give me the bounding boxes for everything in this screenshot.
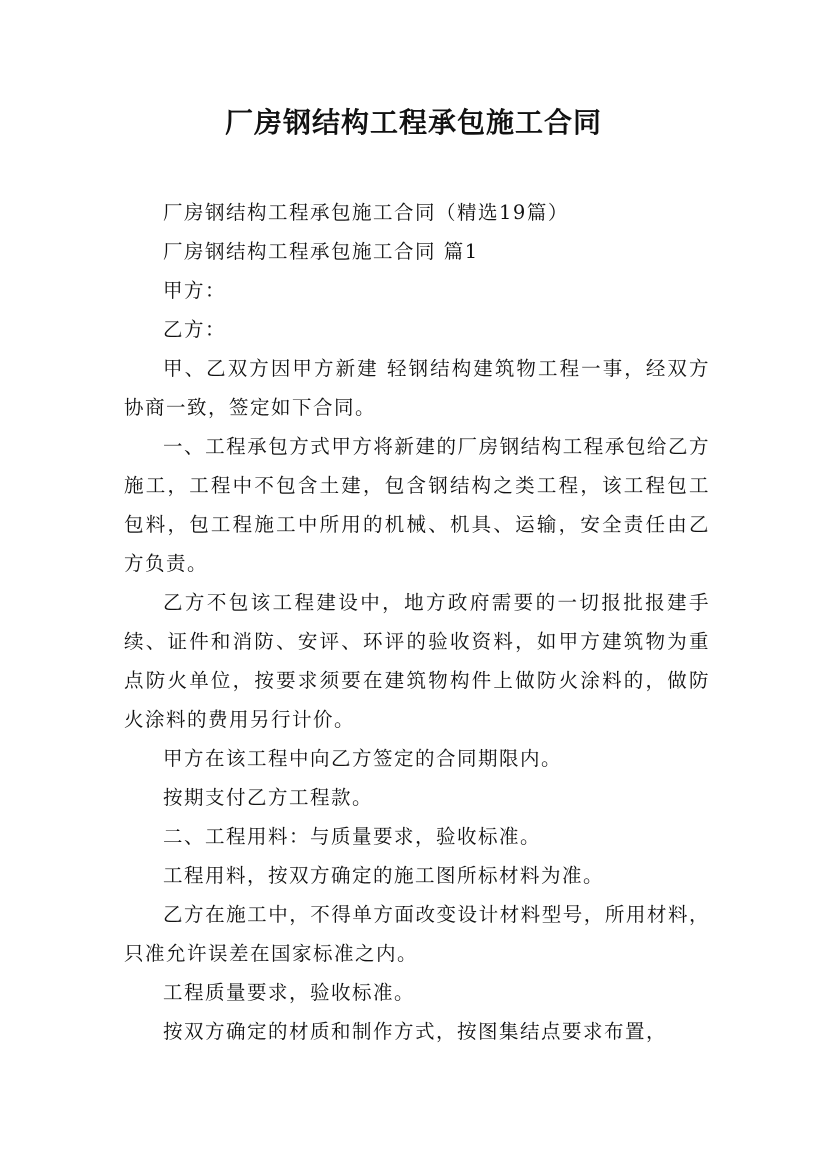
- paragraph-materials: 工程用料，按双方确定的施工图所标材料为准。: [163, 864, 605, 887]
- paragraph-party-b: 乙方：: [163, 318, 227, 341]
- paragraph-section-heading: 厂房钢结构工程承包施工合同 篇1: [163, 240, 479, 263]
- paragraph-intro: 甲、乙双方因甲方新建 轻钢结构建筑物工程一事，经双方协商一致，签定如下合同。: [124, 357, 710, 419]
- paragraph-payment: 按期支付乙方工程款。: [163, 786, 374, 809]
- paragraph-clause-1: 一、工程承包方式甲方将新建的厂房钢结构工程承包给乙方施工，工程中不包含土建，包含钢结构之类工程，该工程包工包料，包工程施工中所用的机械、机具、运输，安全责任由乙方负责。: [124, 435, 710, 575]
- paragraph-clause-2: 二、工程用料：与质量要求，验收标准。: [163, 825, 542, 848]
- document-body: [124, 193, 710, 1051]
- paragraph-material-changes: 乙方在施工中，不得单方面改变设计材料型号，所用材料，只准允许误差在国家标准之内。: [124, 903, 710, 965]
- paragraph-contract-period: 甲方在该工程中向乙方签定的合同期限内。: [163, 747, 563, 770]
- document-title: 厂房钢结构工程承包施工合同: [224, 106, 602, 139]
- paragraph-quality: 工程质量要求，验收标准。: [163, 981, 416, 1004]
- paragraph-party-a: 甲方：: [163, 279, 227, 302]
- paragraph-exclusions: 乙方不包该工程建设中，地方政府需要的一切报批报建手续、证件和消防、安评、环评的验收资料，如甲方建筑物为重点防火单位，按要求须要在建筑物构件上做防火涂料的，做防火涂料的费用另行计价。: [124, 591, 710, 731]
- paragraph-subtitle: 厂房钢结构工程承包施工合同（精选19篇）: [163, 201, 569, 224]
- paragraph-layout: 按双方确定的材质和制作方式，按图集结点要求布置，: [163, 1020, 668, 1043]
